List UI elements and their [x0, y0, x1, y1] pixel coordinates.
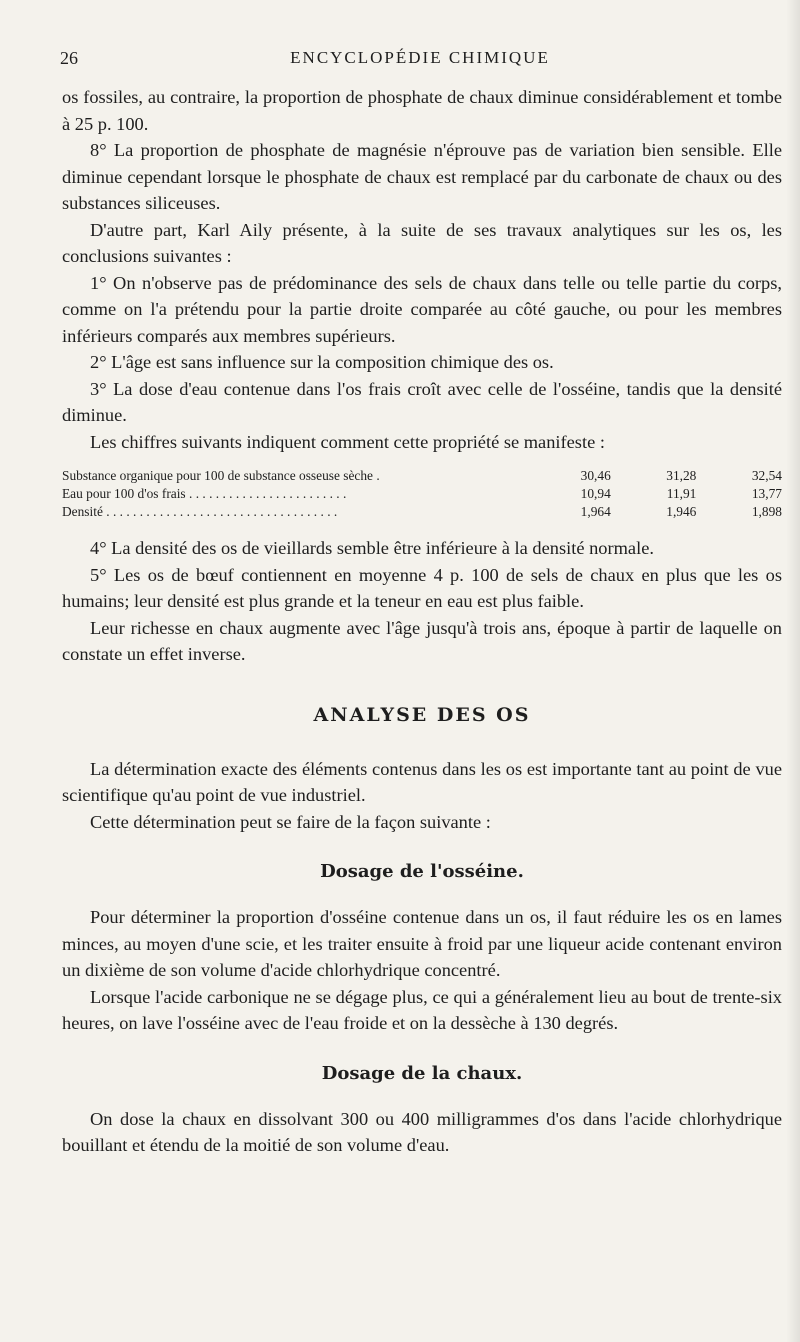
- paragraph: Cette détermination peut se faire de la façon suivante :: [90, 811, 491, 832]
- paragraph: Pour déterminer la proportion d'osséine contenue dans un os, il faut réduire les os en lames minces, au moyen d'une scie, et les traiter ensuite à froid par une liqueur acide contenant environ un dixième de son volume d'acide chlorhydrique concentré.: [62, 907, 782, 980]
- paragraph: 5° Les os de bœuf contiennent en moyenne 4 p. 100 de sels de chaux en plus que les os humains; leur densité est plus grande et la teneur en eau est plus faible.: [62, 564, 782, 611]
- table-cell: 1,946: [666, 504, 697, 519]
- page-body: [62, 84, 782, 1159]
- paragraph: Lorsque l'acide carbonique ne se dégage plus, ce qui a généralement lieu au bout de trente-six heures, on lave l'osséine avec de l'eau froide et on la dessèche à 130 degrés.: [62, 986, 782, 1033]
- table-cell: 13,77: [751, 486, 782, 501]
- page-header: [60, 48, 780, 74]
- paragraph: os fossiles, au contraire, la proportion de phosphate de chaux diminue considérablement et tombe à 25 p. 100.: [62, 87, 782, 134]
- paragraph: 1° On n'observe pas de prédominance des sels de chaux dans telle ou telle partie du corps, comme on l'a prétendu pour la partie droite comparée au côté gauche, ou pour les membres inférieurs comparés aux membres supérieurs.: [62, 272, 782, 346]
- paragraph: 4° La densité des os de vieillards semble être inférieure à la densité normale.: [90, 538, 654, 558]
- table-cell: 30,46: [580, 468, 611, 483]
- page-number: 26: [60, 48, 78, 68]
- table-row-label: Eau pour 100 d'os frais . . . . . . . . . . . . . . . . . . . . . . . .: [62, 486, 347, 501]
- paragraph: 8° La proportion de phosphate de magnésie n'éprouve pas de variation bien sensible. Elle diminue cependant lorsque le phosphate de chaux est remplacé par du carbonate de chaux ou des substances siliceuses.: [62, 140, 782, 213]
- table-cell: 1,964: [580, 504, 611, 519]
- table-cell: 31,28: [666, 468, 697, 483]
- paragraph: La détermination exacte des éléments contenus dans les os est importante tant au point de vue scientifique qu'au point de vue industriel.: [62, 758, 782, 805]
- table-cell: 32,54: [751, 468, 782, 483]
- table-cell: 10,94: [580, 486, 611, 501]
- table-row: [62, 467, 782, 485]
- running-title: ENCYCLOPÉDIE CHIMIQUE: [290, 48, 550, 67]
- table-row-label: Substance organique pour 100 de substance osseuse sèche .: [62, 468, 380, 483]
- paragraph: Leur richesse en chaux augmente avec l'âge jusqu'à trois ans, époque à partir de laquelle on constate un effet inverse.: [62, 617, 782, 664]
- table-row-label: Densité . . . . . . . . . . . . . . . . . . . . . . . . . . . . . . . . . . .: [62, 504, 338, 519]
- section-title: ANALYSE DES OS: [313, 703, 531, 726]
- table-row: [62, 503, 782, 521]
- table-row: [62, 485, 782, 503]
- data-table: [62, 467, 782, 521]
- page-edge-shadow: [786, 0, 800, 1342]
- paragraph: 2° L'âge est sans influence sur la composition chimique des os.: [90, 352, 554, 372]
- table-cell: 11,91: [666, 486, 697, 501]
- paragraph: D'autre part, Karl Aily présente, à la suite de ses travaux analytiques sur les os, les conclusions suivantes :: [62, 219, 782, 266]
- paragraph: 3° La dose d'eau contenue dans l'os frais croît avec celle de l'osséine, tandis que la densité diminue.: [62, 378, 782, 425]
- paragraph: Les chiffres suivants indiquent comment cette propriété se manifeste :: [90, 431, 605, 452]
- subsection-title: Dosage de la chaux.: [321, 1062, 523, 1084]
- table-cell: 1,898: [751, 504, 782, 519]
- subsection-title: Dosage de l'osséine.: [320, 861, 524, 882]
- paragraph: On dose la chaux en dissolvant 300 ou 400 milligrammes d'os dans l'acide chlorhydrique bouillant et étendu de la moitié de son volume d'eau.: [62, 1108, 782, 1155]
